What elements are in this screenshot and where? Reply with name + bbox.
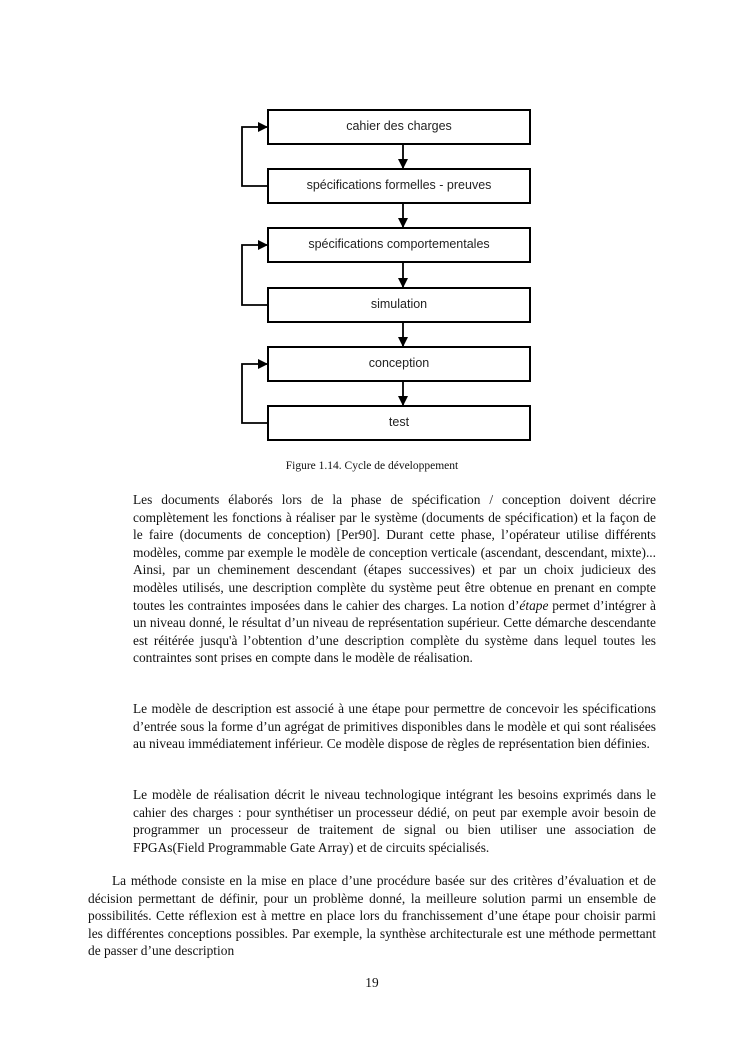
box-label: cahier des charges (346, 119, 452, 133)
feedback-loop-arrow (242, 127, 268, 186)
development-cycle-diagram (0, 0, 744, 460)
box-simulation (268, 288, 530, 322)
box-specifications-formelles (268, 169, 530, 203)
box-label: test (388, 415, 410, 429)
feedback-loop-arrow (242, 364, 268, 423)
box-test (268, 406, 530, 440)
box-label: conception (368, 356, 430, 370)
box-conception (268, 347, 530, 381)
paragraph-4: La méthode consiste en la mise en place d’une procédure basée sur des critères d’évaluation et de décision permettant de définir, pour un problème donné, la meilleure solution parmi un ensemble de possibilités. Cette réflexion est à mettre en place lors du franchissement d’une étape pour choisir parmi les différentes conceptions possibles. Par exemple, la synthèse architecturale est une méthode permettant de passer d’une description (88, 873, 656, 959)
box-specifications-comportementales (268, 228, 530, 262)
emphasis-etape: étape (519, 597, 549, 613)
figure-caption: Figure 1.14. Cycle de développement (285, 460, 459, 472)
box-label: spécifications formelles - preuves (306, 178, 492, 192)
paragraph-3: Le modèle de réalisation décrit le niveau technologique intégrant les besoins exprimés dans le cahier des charges : pour synthétiser un processeur dédié, on peut par exemple avoir besoin de programmer un processeur de traitement de signal ou bien utiliser une association de FPGAs(Field Programmable Gate Array) et de circuits spécialisés. (133, 787, 656, 855)
box-label: simulation (370, 297, 428, 311)
box-label: spécifications comportementales (308, 237, 490, 251)
box-cahier-des-charges (268, 110, 530, 144)
paragraph-2: Le modèle de description est associé à une étape pour permettre de concevoir les spécifications d’entrée sous la forme d’un agrégat de primitives disponibles dans le modèle et qui sont réalisées au niveau immédiatement inférieur. Ce modèle dispose de règles de représentation bien définies. (133, 701, 656, 752)
page-number: 19 (365, 975, 379, 990)
feedback-loop-arrow (242, 245, 268, 305)
paragraph-1: Les documents élaborés lors de la phase de spécification / conception doivent décrire complètement les fonctions à réaliser par le système (documents de spécification) et la façon de le faire (documents de conception) [Per90]. Durant cette phase, l’opérateur utilise différents modèles, comme par exemple le modèle de conception verticale (ascendant, descendant, mixte)... Ainsi, par un cheminement descendant (étapes successives) et par un choix judicieux des modèles utilisés, une description complète du système peut être obtenue en prenant en compte toutes les contraintes imposées dans le cahier des charges. La notion d’étape permet d’intégrer à un niveau donné, le résultat d’un niveau de représentation supérieur. Cette démarche descendante est réitérée jusqu'à l’obtention d’une description complète du système dans lequel toutes les contraintes sont prises en compte dans le modèle de réalisation. (133, 492, 656, 666)
